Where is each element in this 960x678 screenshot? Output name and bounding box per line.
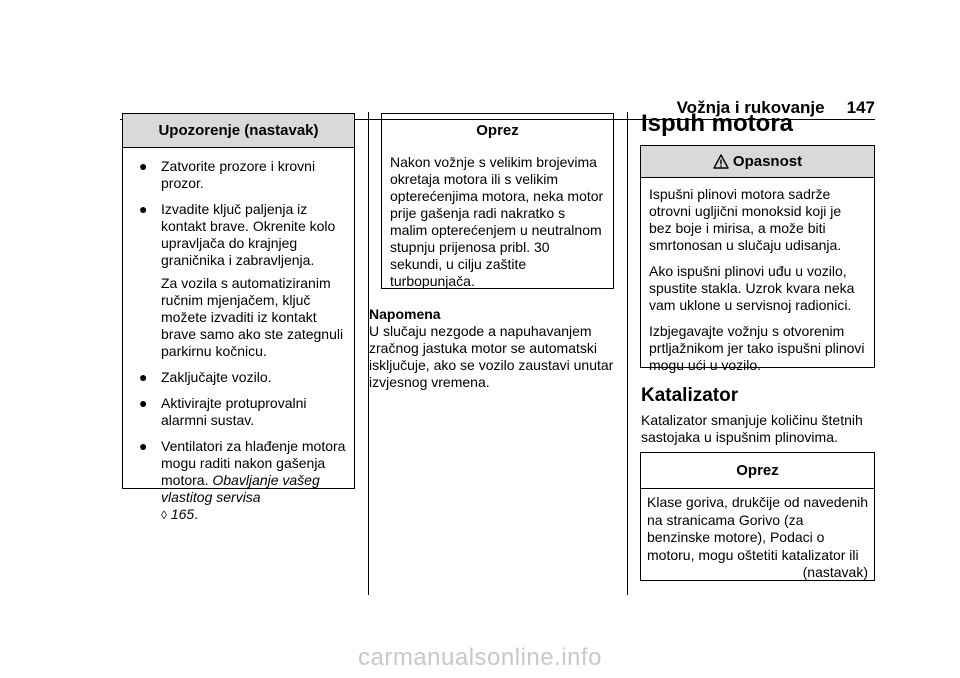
warning-triangle-icon xyxy=(713,154,729,170)
danger-paragraph: Ako ispušni plinovi uđu u vozilo, spustite stakla. Uzrok kvara neka vam uklone u servisnoj radionici. xyxy=(649,263,855,313)
bullet-icon: ● xyxy=(139,395,148,411)
note-body: U slučaju nezgode a napuhavanjem zračnog jastuka motor se automatski isključuje, ako se vozilo zaustavi unutar izvjesnog vremena. xyxy=(369,323,614,390)
caution-box-catalyst xyxy=(640,452,875,581)
watermark: carmanualsonline.info xyxy=(358,644,602,671)
cross-reference-page[interactable]: 165 xyxy=(170,506,195,522)
list-item: ● Ventilatori za hlađenje motora mogu raditi nakon gašenja motora. Obavljanje vašeg vlastitog servisa ◊ 165. xyxy=(139,438,346,522)
page-number: 147 xyxy=(846,98,875,117)
caution-box-title: Oprez xyxy=(476,122,519,139)
sub-note: Za vozila s automatiziranim ručnim mjenjačem, ključ možete izvaditi iz kontakt brave samo ako ste zategnuli parkirnu kočnicu. xyxy=(161,275,344,359)
page-reference-icon: ◊ xyxy=(161,508,167,522)
bullet-icon: ● xyxy=(139,369,148,385)
section-heading: Ispuh motora xyxy=(641,110,794,137)
danger-box xyxy=(640,145,875,373)
caution-box-turbo xyxy=(381,113,614,289)
continued-label: (nastavak) xyxy=(802,564,868,580)
danger-box-title: Opasnost xyxy=(732,153,803,170)
warning-box xyxy=(122,113,355,522)
catalyst-text: Katalizator smanjuje količinu štetnih sastojaka u ispušnim plinovima. xyxy=(641,412,863,445)
list-item: ● Zatvorite prozore i krovni prozor. xyxy=(139,158,316,191)
cross-reference-link[interactable]: Obavljanje vašeg vlastitog servisa xyxy=(161,472,320,505)
caution-box-title: Oprez xyxy=(641,453,874,489)
column-divider-right xyxy=(627,112,628,595)
bullet-icon: ● xyxy=(139,201,148,217)
warning-box-body xyxy=(123,148,354,524)
header-title: Vožnja i rukovanje xyxy=(676,98,825,117)
danger-box-header xyxy=(641,146,874,178)
danger-paragraph: Ispušni plinovi motora sadrže otrovni ugljični monoksid koji je bez boje i mirisa, a može biti smrtonosan u slučaju udisanja. xyxy=(649,186,842,253)
danger-paragraph: Izbjegavajte vožnju s otvorenim prtljažnikom jer tako ispušni plinovi mogu ući u vozilo. xyxy=(649,323,865,373)
note-title: Napomena xyxy=(369,306,441,322)
bullet-icon: ● xyxy=(139,158,148,174)
caution-box-body: Klase goriva, drukčije od navedenih na stranicama Gorivo (za benzinske motore), Podaci o motoru, mogu oštetiti katalizator ili xyxy=(647,494,869,563)
danger-box-body xyxy=(641,178,874,374)
subsection-heading: Katalizator xyxy=(641,385,739,406)
bullet-icon: ● xyxy=(139,438,148,454)
warning-box-title: Upozorenje (nastavak) xyxy=(123,114,354,148)
list-item: ● Aktivirajte protuprovalni alarmni sustav. xyxy=(139,395,307,428)
list-item: ● Zaključajte vozilo. xyxy=(139,369,272,385)
caution-box-body: Nakon vožnje s velikim brojevima okretaja motora ili s velikim opterećenjima motora, neka motor prije gašenja radi nakratko s malim opterećenjem u neutralnom stupnju prijenosa pribl. 30 sekundi, u cilju zaštite turbopunjača. xyxy=(390,154,604,289)
list-item: ● Izvadite ključ paljenja iz kontakt brave. Okrenite kolo upravljača do krajnjeg graničnika i zabravljenja. xyxy=(139,201,336,268)
